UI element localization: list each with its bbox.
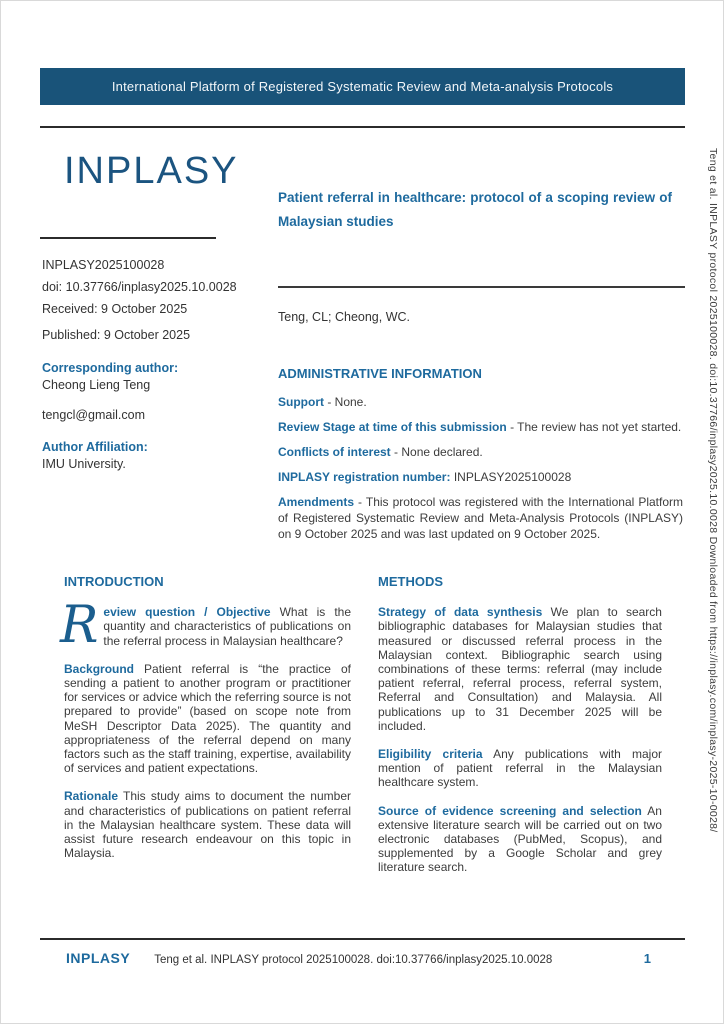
eligibility-label: Eligibility criteria <box>378 747 483 762</box>
introduction-heading: INTRODUCTION <box>64 574 164 589</box>
corresponding-author-label: Corresponding author: <box>42 361 179 375</box>
contact-block <box>42 360 178 473</box>
background-label: Background <box>64 661 135 676</box>
doi: doi: 10.37766/inplasy2025.10.0028 <box>42 280 237 294</box>
admin-conflicts-text: - None declared. <box>390 445 483 459</box>
review-question-paragraph <box>60 596 351 656</box>
admin-amendments-label: Amendments <box>278 495 355 509</box>
affiliation-value: IMU University. <box>42 457 126 471</box>
admin-review-stage-label: Review Stage at time of this submission <box>278 420 507 434</box>
sidebar-citation-vertical: Teng et al. INPLASY protocol 2025100028. doi:10.37766/inplasy2025.10.0028 Downloaded from https://inplasy.com/inplasy-2025-10-0028/ <box>707 148 719 833</box>
drop-cap: R <box>60 596 99 656</box>
article-title: Patient referral in healthcare: protocol of a scoping review of Malaysian studies <box>278 190 672 229</box>
received-date: Received: 9 October 2025 <box>42 302 188 316</box>
introduction-section <box>60 574 351 874</box>
administrative-information-section <box>278 366 683 551</box>
admin-review-stage-text: - The review has not yet started. <box>506 420 682 434</box>
journal-banner-text: International Platform of Registered Systematic Review and Meta-analysis Protocols <box>111 79 614 94</box>
inplasy-logo: INPLASY <box>64 150 239 192</box>
author-email: tengcl@gmail.com <box>42 408 146 422</box>
source-screening-label: Source of evidence screening and selection <box>378 803 642 818</box>
source-screening-text: An extensive literature search will be carried out on two electronic databases (PubMed, Scopus), and supplemented by a Google Scholar and grey literature search. <box>378 803 662 875</box>
authors-line: Teng, CL; Cheong, WC. <box>278 310 411 324</box>
admin-review-stage <box>278 419 683 435</box>
admin-support-text: - None. <box>324 395 367 409</box>
page-number: 1 <box>643 951 651 966</box>
strategy-paragraph <box>378 605 662 733</box>
administrative-information-heading: ADMINISTRATIVE INFORMATION <box>278 366 482 381</box>
background-text: Patient referral is “the practice of sending a patient to another program or practitioner for services or advice which the referring source is not prepared to provide” (based on scope note from MeSH Descriptor Data 2025). The quantity and appropriateness of the referral depend on many factors such as the staff training, expertise, availability of services and patient expectations. <box>64 661 351 776</box>
corresponding-author-name: Cheong Lieng Teng <box>42 378 151 392</box>
protocol-metadata <box>42 254 237 346</box>
journal-banner <box>40 68 685 105</box>
background-paragraph <box>64 662 351 776</box>
admin-support <box>278 394 683 410</box>
footer-logo: INPLASY <box>66 950 131 966</box>
admin-amendments-text: - This protocol was registered with the International Platform of Registered Systematic Review and Meta-Analysis Protocols (INPLASY) on 9 October 2025 and was last updated on 9 October 2025. <box>278 495 683 541</box>
admin-conflicts <box>278 444 683 460</box>
admin-conflicts-label: Conflicts of interest <box>278 445 391 459</box>
strategy-label: Strategy of data synthesis <box>378 605 543 620</box>
logo-divider <box>40 237 216 239</box>
affiliation-label: Author Affiliation: <box>42 440 148 454</box>
rationale-paragraph <box>64 789 351 860</box>
footer-divider <box>40 938 685 940</box>
eligibility-paragraph <box>378 747 662 790</box>
strategy-text: We plan to search bibliographic databases for Malaysian studies that measured or discussed referral process in the Malaysian context. Bibliographic search using combinations of these terms: referral (may include patient referral, referral process, referral system, Referral and Consultation) and Malaysia. All publications up to 31 December 2025 will be included. <box>378 605 662 733</box>
admin-registration <box>278 469 683 485</box>
admin-support-label: Support <box>278 395 324 409</box>
source-screening-paragraph <box>378 804 662 875</box>
review-question-text: What is the quantity and characteristics of publications on the referral process in Malaysian healthcare? <box>103 605 351 648</box>
footer-citation: Teng et al. INPLASY protocol 2025100028. doi:10.37766/inplasy2025.10.0028 <box>154 954 553 966</box>
admin-registration-label: INPLASY registration number: <box>278 470 451 484</box>
page-footer <box>40 950 685 966</box>
methods-section <box>378 575 662 889</box>
admin-amendments <box>278 494 683 542</box>
published-date: Published: 9 October 2025 <box>42 328 191 342</box>
rationale-text: This study aims to document the number and characteristics of publications on patient referral in the Malaysian healthcare system. These data will assist future research endeavour on this topic in Malaysia. <box>64 789 351 861</box>
registration-number: INPLASY2025100028 <box>42 258 165 272</box>
eligibility-text: Any publications with major mention of patient referral in the Malaysian healthcare system. <box>378 747 662 790</box>
rationale-label: Rationale <box>64 789 119 804</box>
admin-registration-text: INPLASY2025100028 <box>450 470 572 484</box>
header-divider <box>40 126 685 128</box>
review-question-label: eview question / Objective <box>103 605 271 620</box>
authors-divider <box>278 286 685 288</box>
methods-heading: METHODS <box>378 574 443 589</box>
